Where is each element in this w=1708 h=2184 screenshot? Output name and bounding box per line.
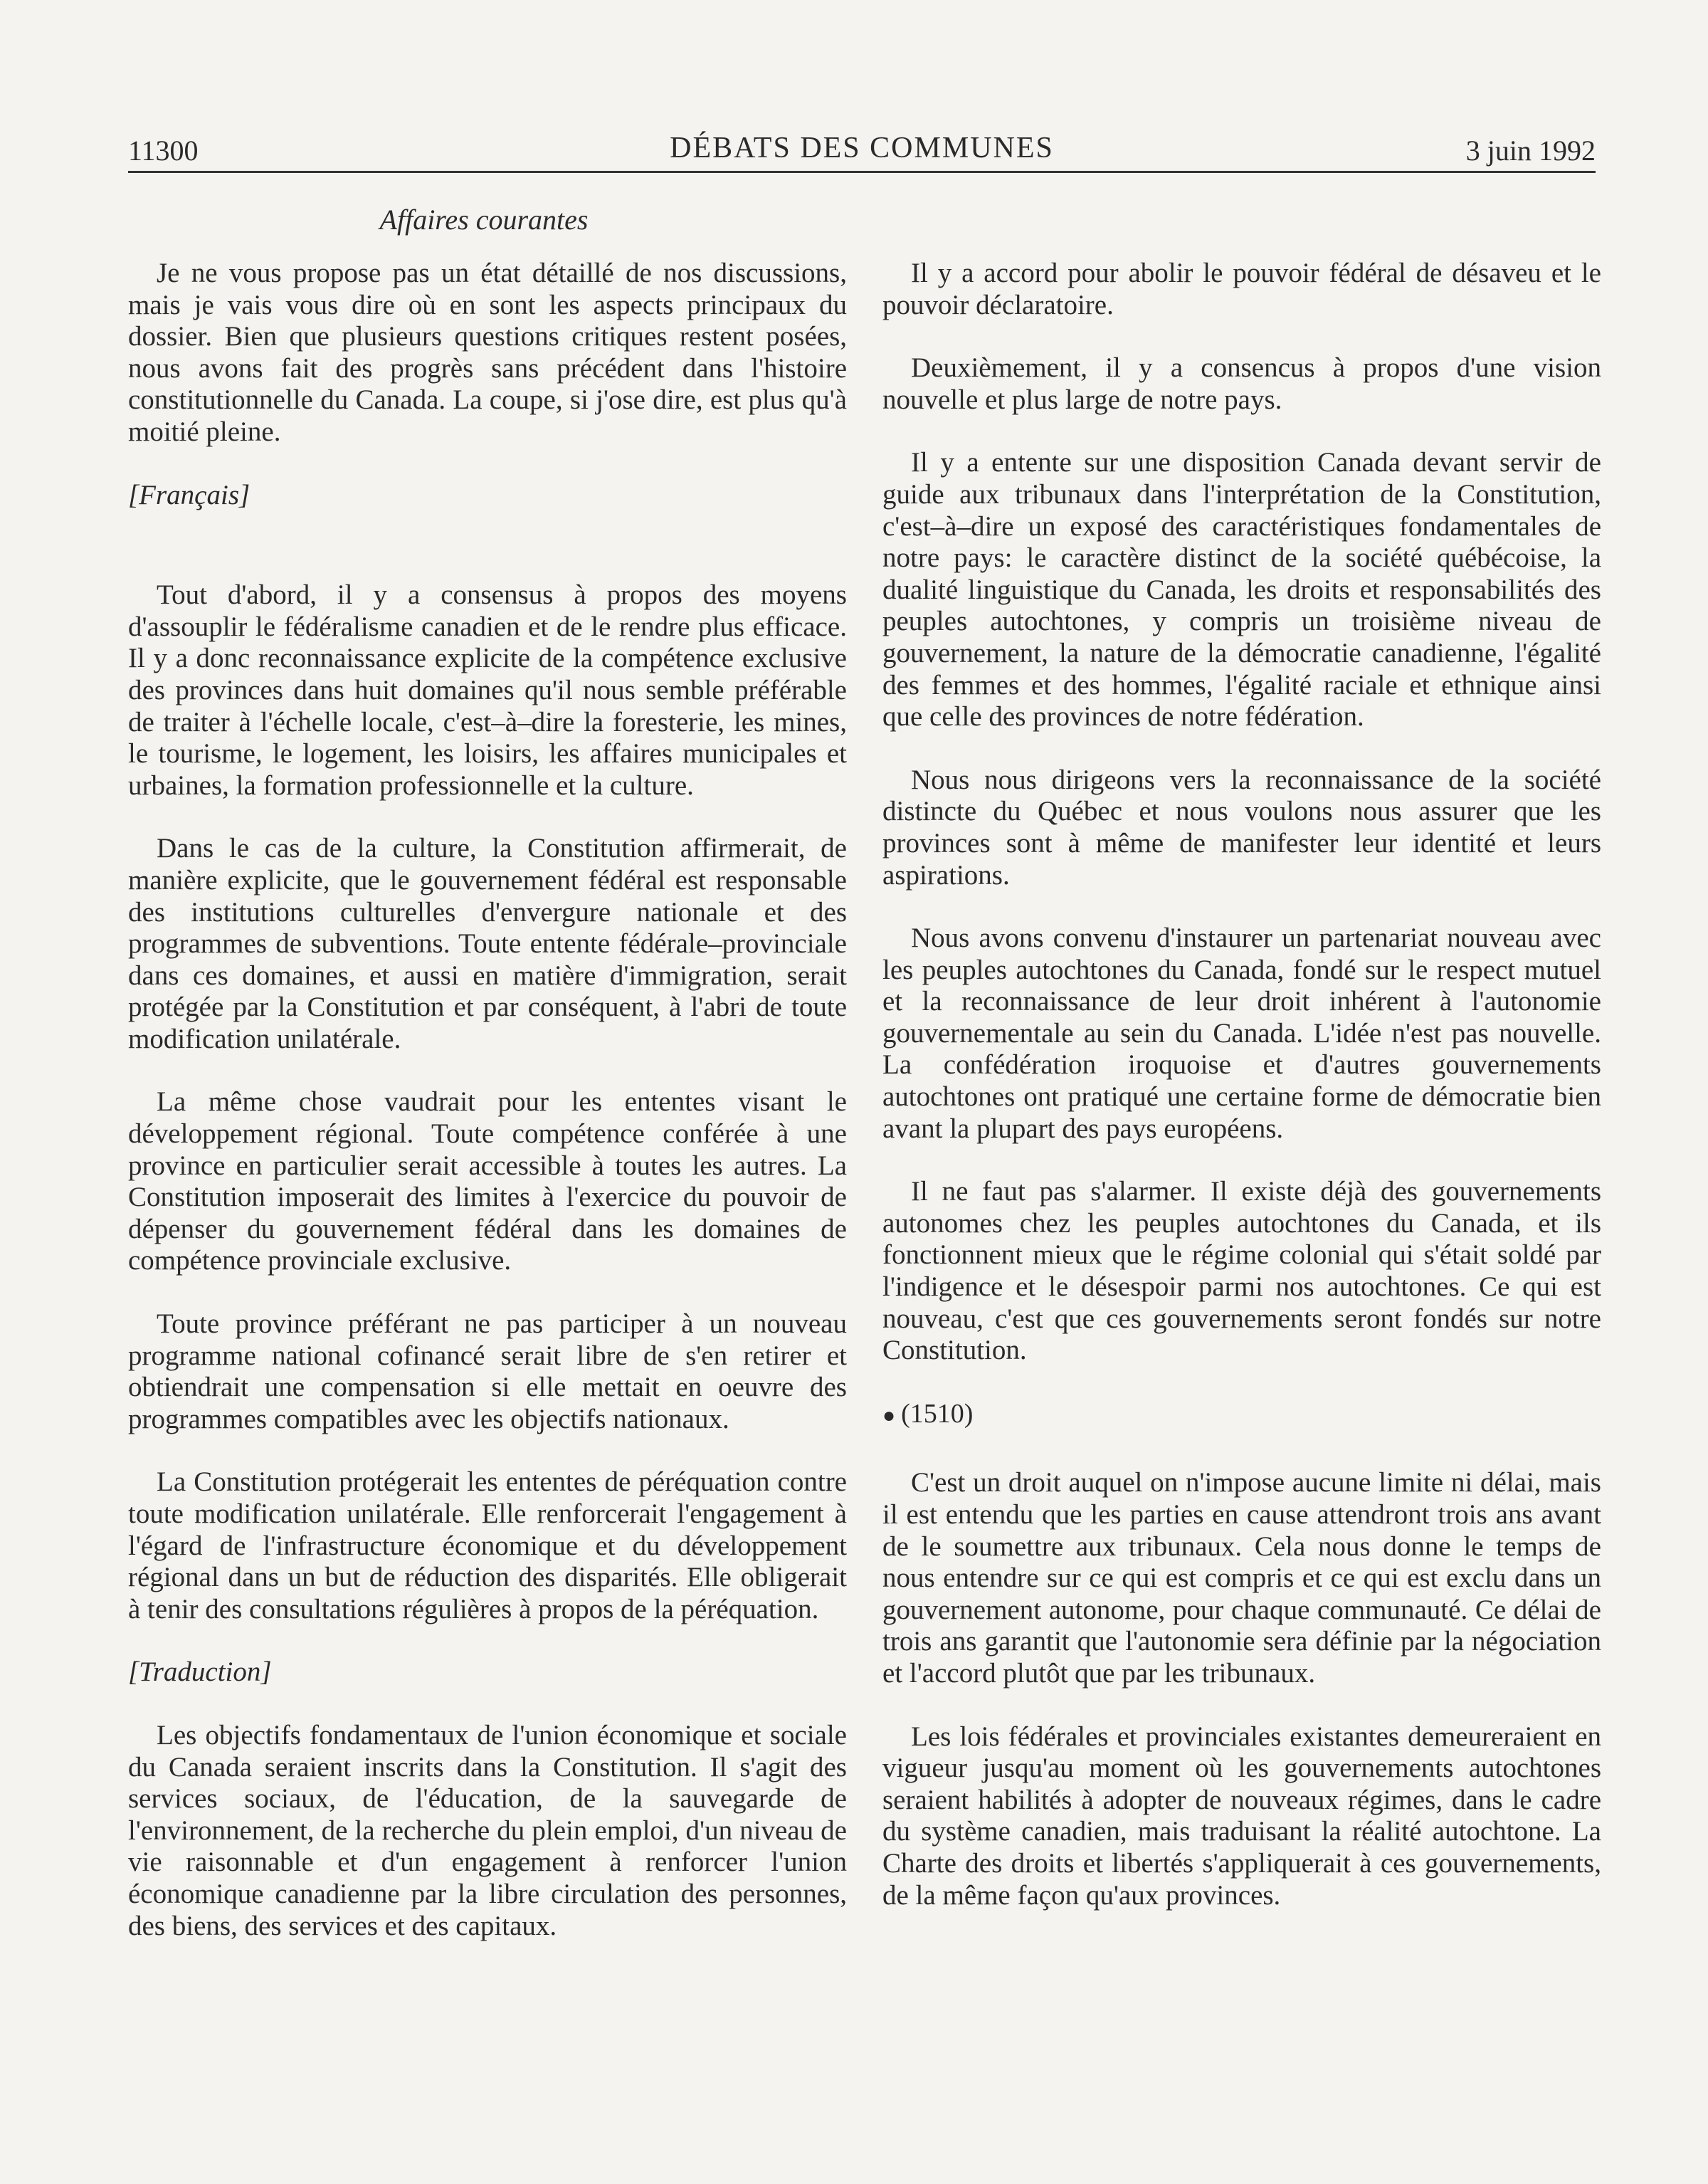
right-column bbox=[882, 258, 1601, 1943]
paragraph: La même chose vaudrait pour les ententes visant le développement régional. Toute compétence conférée à une province en particulier serait accessible à toutes les autres. La Constitution imposerait des limites à l'exercice du pouvoir de dépenser du gouvernement fédéral dans les domaines de compétence provinciale exclusive. bbox=[128, 1086, 847, 1276]
paragraph: Les objectifs fondamentaux de l'union économique et sociale du Canada seraient inscrits dans la Constitution. Il s'agit des services sociaux, de l'éducation, de la sauvegarde de l'environnement, de la recherche du plein emploi, d'un niveau de vie raisonnable et d'un engagement à renforcer l'union économique canadienne par la libre circulation des personnes, des biens, des services et des capitaux. bbox=[128, 1719, 847, 1941]
paragraph: Je ne vous propose pas un état détaillé de nos discussions, mais je vais vous dire où en sont les aspects principaux du dossier. Bien que plusieurs questions critiques restent posées, nous avons fait des progrès sans précédent dans l'histoire constitutionnelle du Canada. La coupe, si j'ose dire, est plus qu'à moitié pleine. bbox=[128, 258, 847, 447]
paragraph: Il y a entente sur une disposition Canada devant servir de guide aux tribunaux dans l'interprétation de la Constitution, c'est–à–dire un exposé des caractéristiques fondamentales de notre pays: le caractère distinct de la société québécoise, la dualité linguistique du Canada, les droits et responsabilités des peuples autochtones, y compris un troisième niveau de gouvernement, la nature de la démocratie canadienne, l'égalité des femmes et des hommes, l'égalité raciale et ethnique ainsi que celle des provinces de notre fédération. bbox=[882, 447, 1601, 733]
paragraph: La Constitution protégerait les ententes de péréquation contre toute modification unilatérale. Elle renforcerait l'engagement à l'égard de l'infrastructure économique et du développement régional dans un but de réduction des disparités. Elle obligerait à tenir des consultations régulières à propos de la péréquation. bbox=[128, 1466, 847, 1624]
paragraph: C'est un droit auquel on n'impose aucune limite ni délai, mais il est entendu que les parties en cause attendront trois ans avant de le soumettre aux tribunaux. Cela nous donne le temps de nous entendre sur ce qui est compris et ce qui est exclu dans un gouvernement autonome, pour chaque communauté. Ce délai de trois ans garantit que l'autonomie sera définie par la négociation et l'accord plutôt que par les tribunaux. bbox=[882, 1467, 1601, 1689]
paragraph: Il ne faut pas s'alarmer. Il existe déjà des gouvernements autonomes chez les peuples autochtones du Canada, et ils fonctionnent mieux que le régime colonial qui s'était soldé par l'indigence et le désespoir parmi nos autochtones. Ce qui est nouveau, c'est que ces gouvernements seront fondés sur notre Constitution. bbox=[882, 1176, 1601, 1366]
page-date: 3 juin 1992 bbox=[1465, 135, 1596, 167]
page-header bbox=[128, 127, 1596, 173]
left-column bbox=[128, 258, 847, 1973]
publication-title: DÉBATS DES COMMUNES bbox=[670, 132, 1054, 164]
paragraph: Toute province préférant ne pas participer à un nouveau programme national cofinancé serait libre de s'en retirer et obtiendrait une compensation si elle mettait en oeuvre des programmes compatibles avec les objectifs nationaux. bbox=[128, 1308, 847, 1434]
section-heading: Affaires courantes bbox=[379, 204, 589, 236]
time-stamp: (1510) bbox=[901, 1398, 974, 1429]
paragraph: Nous nous dirigeons vers la reconnaissance de la société distincte du Québec et nous voulons nous assurer que les provinces sont à même de manifester leur identité et leurs aspirations. bbox=[882, 764, 1601, 891]
paragraph: Il y a accord pour abolir le pouvoir fédéral de désaveu et le pouvoir déclaratoire. bbox=[882, 258, 1601, 320]
paragraph: Nous avons convenu d'instaurer un partenariat nouveau avec les peuples autochtones du Canada, fondé sur le respect mutuel et la reconnaissance de leur droit inhérent à l'autonomie gouvernementale au sein du Canada. L'idée n'est pas nouvelle. La confédération iroquoise et d'autres gouvernements autochtones ont pratiqué une certaine forme de démocratie bien avant la plupart des pays européens. bbox=[882, 923, 1601, 1144]
paragraph: Tout d'abord, il y a consensus à propos des moyens d'assouplir le fédéralisme canadien et de le rendre plus efficace. Il y a donc reconnaissance explicite de la compétence exclusive des provinces dans huit domaines qu'il nous semble préférable de traiter à l'échelle locale, c'est–à–dire la foresterie, les mines, le tourisme, le logement, les loisirs, les affaires municipales et urbaines, la formation professionnelle et la culture. bbox=[128, 579, 847, 801]
language-marker: [Traduction] bbox=[128, 1657, 272, 1688]
paragraph: Les lois fédérales et provinciales existantes demeureraient en vigueur jusqu'au moment où les gouvernements autochtones seraient habilités à adopter de nouveaux régimes, dans le cadre du système canadien, mais traduisant la réalité autochtone. La Charte des droits et libertés s'appliquerait à ces gouvernements, de la même façon qu'aux provinces. bbox=[882, 1721, 1601, 1911]
language-marker: [Français] bbox=[128, 479, 251, 510]
page-number: 11300 bbox=[128, 135, 199, 167]
bullet-icon: ● bbox=[882, 1403, 896, 1427]
time-marker bbox=[882, 1398, 1601, 1432]
paragraph: Deuxièmement, il y a consencus à propos d'une vision nouvelle et plus large de notre pays. bbox=[882, 352, 1601, 415]
paragraph: Dans le cas de la culture, la Constitution affirmerait, de manière explicite, que le gouvernement fédéral est responsable des institutions culturelles d'envergure nationale et des programmes de subventions. Toute entente fédérale–provinciale dans ces domaines, et aussi en matière d'immigration, serait protégée par la Constitution et par conséquent, à l'abri de toute modification unilatérale. bbox=[128, 833, 847, 1054]
